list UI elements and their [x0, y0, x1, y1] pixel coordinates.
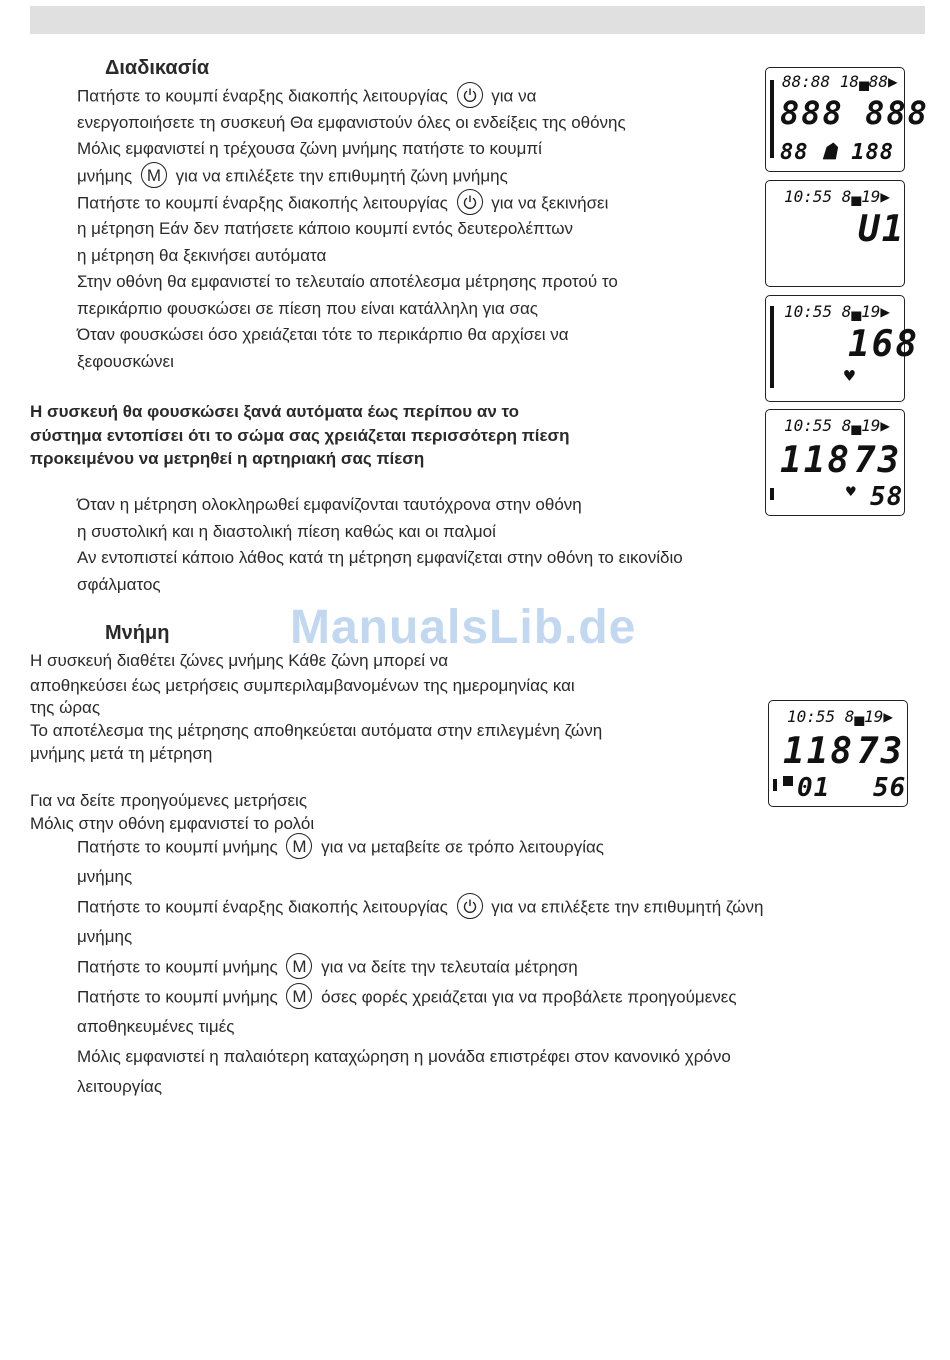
lcd-pulse: 58: [870, 482, 904, 512]
memory-zone-icon: [783, 776, 793, 786]
lcd-time-date: 10:55 8▄19▶: [784, 187, 890, 206]
lcd-big-digits: 888 888: [780, 94, 929, 132]
memory-step-1: Πατήστε το κουμπί μνήμης M για να μεταβείτε σε τρόπο λειτουργίας: [77, 837, 604, 859]
memory-button-icon: M: [286, 953, 312, 979]
pressure-bar-indicator: [770, 80, 774, 158]
result-line-2: η συστολική και η διαστολική πίεση καθώς και οι παλμοί: [77, 522, 496, 541]
power-button-icon: [457, 82, 483, 108]
bold-note-line-2: σύστημα εντοπίσει ότι το σώμα σας χρειάζεται περισσότερη πίεση: [30, 426, 570, 445]
procedure-line-11: ξεφουσκώνει: [77, 352, 174, 371]
lcd-display-all-segments: [765, 67, 929, 172]
memory-button-icon: M: [286, 833, 312, 859]
lcd-user-zone: U1: [858, 209, 906, 250]
lcd-display-memory: [768, 700, 908, 807]
procedure-line-9: περικάρπιο φουσκώσει σε πίεση που είναι κατάλληλη για σας: [77, 299, 538, 318]
memory-line-5: μνήμης μετά τη μέτρηση: [30, 744, 213, 763]
procedure-line-1: Πατήστε το κουμπί έναρξης διακοπής λειτουργίας για να: [77, 86, 536, 108]
lcd-bottom-digits: 88 ☗ 188: [780, 140, 894, 165]
memory-line-1: Η συσκευή διαθέτει ζώνες μνήμης Κάθε ζώνη μπορεί να: [30, 651, 449, 670]
procedure-line-5: Πατήστε το κουμπί έναρξης διακοπής λειτουργίας για να ξεκινήσει: [77, 193, 608, 215]
memory-line-3: της ώρας: [30, 698, 101, 717]
watermark: ManualsLib.de: [290, 601, 637, 654]
pressure-bar-indicator: [770, 306, 774, 388]
pressure-bar-indicator: [773, 779, 777, 791]
lcd-time-date: 10:55 8▄19▶: [787, 707, 893, 726]
lcd-diastolic: 73: [854, 440, 902, 481]
memory-line-4: Το αποτέλεσμα της μέτρησης αποθηκεύεται αυτόματα στην επιλεγμένη ζώνη: [30, 721, 603, 740]
section-heading-memory: Μνήμη: [105, 622, 170, 644]
bold-note-line-1: Η συσκευή θα φουσκώσει ξανά αυτόματα έως περίπου αν το: [30, 402, 520, 421]
procedure-line-3: Μόλις εμφανιστεί η τρέχουσα ζώνη μνήμης πατήστε το κουμπί: [77, 139, 542, 158]
lcd-diastolic: 73: [857, 731, 905, 772]
pressure-bar-indicator: [770, 488, 774, 500]
heart-icon: ♥: [844, 366, 855, 387]
lcd-display-result: [765, 409, 905, 516]
procedure-line-7: η μέτρηση θα ξεκινήσει αυτόματα: [77, 246, 327, 265]
memory-line-7: Μόλις στην οθόνη εμφανιστεί το ρολόι: [30, 814, 315, 833]
lcd-time-date: 10:55 8▄19▶: [784, 302, 890, 321]
memory-button-icon: M: [141, 162, 167, 188]
memory-step-2: Πατήστε το κουμπί έναρξης διακοπής λειτουργίας για να επιλέξετε την επιθυμητή ζώνη: [77, 897, 763, 919]
lcd-systolic: 118: [783, 731, 855, 772]
memory-step-2-cont: μνήμης: [77, 927, 133, 946]
section-heading-procedure: Διαδικασία: [105, 57, 210, 79]
result-line-3: Αν εντοπιστεί κάποιο λάθος κατά τη μέτρηση εμφανίζεται στην οθόνη το εικονίδιο: [77, 548, 683, 567]
procedure-line-4: μνήμης M για να επιλέξετε την επιθυμητή ζώνη μνήμης: [77, 166, 508, 188]
result-line-1: Όταν η μέτρηση ολοκληρωθεί εμφανίζονται ταυτόχρονα στην οθόνη: [77, 495, 582, 514]
procedure-line-2: ενεργοποιήσετε τη συσκευή Θα εμφανιστούν όλες οι ενδείξεις της οθόνης: [77, 113, 626, 132]
memory-line-2: αποθηκεύσει έως μετρήσεις συμπεριλαμβανομένων της ημερομηνίας και: [30, 676, 575, 695]
heart-icon: ♥: [846, 482, 856, 501]
lcd-pressure-value: 168: [848, 324, 920, 365]
power-button-icon: [457, 189, 483, 215]
memory-step-5-cont: λειτουργίας: [77, 1077, 163, 1096]
lcd-pulse: 56: [873, 773, 907, 803]
bold-note-line-3: προκειμένου να μετρηθεί η αρτηριακή σας πίεση: [30, 449, 425, 468]
memory-step-1-cont: μνήμης: [77, 867, 133, 886]
lcd-memory-zone: 01: [797, 773, 831, 803]
result-line-4: σφάλματος: [77, 575, 161, 594]
lcd-time-date: 88:88 18▄88▶: [782, 72, 898, 91]
lcd-display-user-zone: [765, 180, 905, 287]
lcd-systolic: 118: [780, 440, 852, 481]
power-button-icon: [457, 893, 483, 919]
procedure-line-6: η μέτρηση Εάν δεν πατήσετε κάποιο κουμπί εντός δευτερολέπτων: [77, 219, 574, 238]
memory-step-5: Μόλις εμφανιστεί η παλαιότερη καταχώρηση η μονάδα επιστρέφει στον κανονικό χρόνο: [77, 1047, 731, 1066]
lcd-display-inflating: [765, 295, 920, 402]
header-bar: [30, 6, 925, 34]
lcd-time-date: 10:55 8▄19▶: [784, 416, 890, 435]
memory-step-4-cont: αποθηκευμένες τιμές: [77, 1017, 235, 1036]
memory-button-icon: M: [286, 983, 312, 1009]
procedure-line-8: Στην οθόνη θα εμφανιστεί το τελευταίο αποτέλεσμα μέτρησης προτού το: [77, 272, 618, 291]
memory-step-4: Πατήστε το κουμπί μνήμης M όσες φορές χρειάζεται για να προβάλετε προηγούμενες: [77, 987, 737, 1009]
memory-line-6: Για να δείτε προηγούμενες μετρήσεις: [30, 791, 308, 810]
procedure-line-10: Όταν φουσκώσει όσο χρειάζεται τότε το περικάρπιο θα αρχίσει να: [77, 325, 569, 344]
memory-step-3: Πατήστε το κουμπί μνήμης M για να δείτε την τελευταία μέτρηση: [77, 957, 578, 979]
